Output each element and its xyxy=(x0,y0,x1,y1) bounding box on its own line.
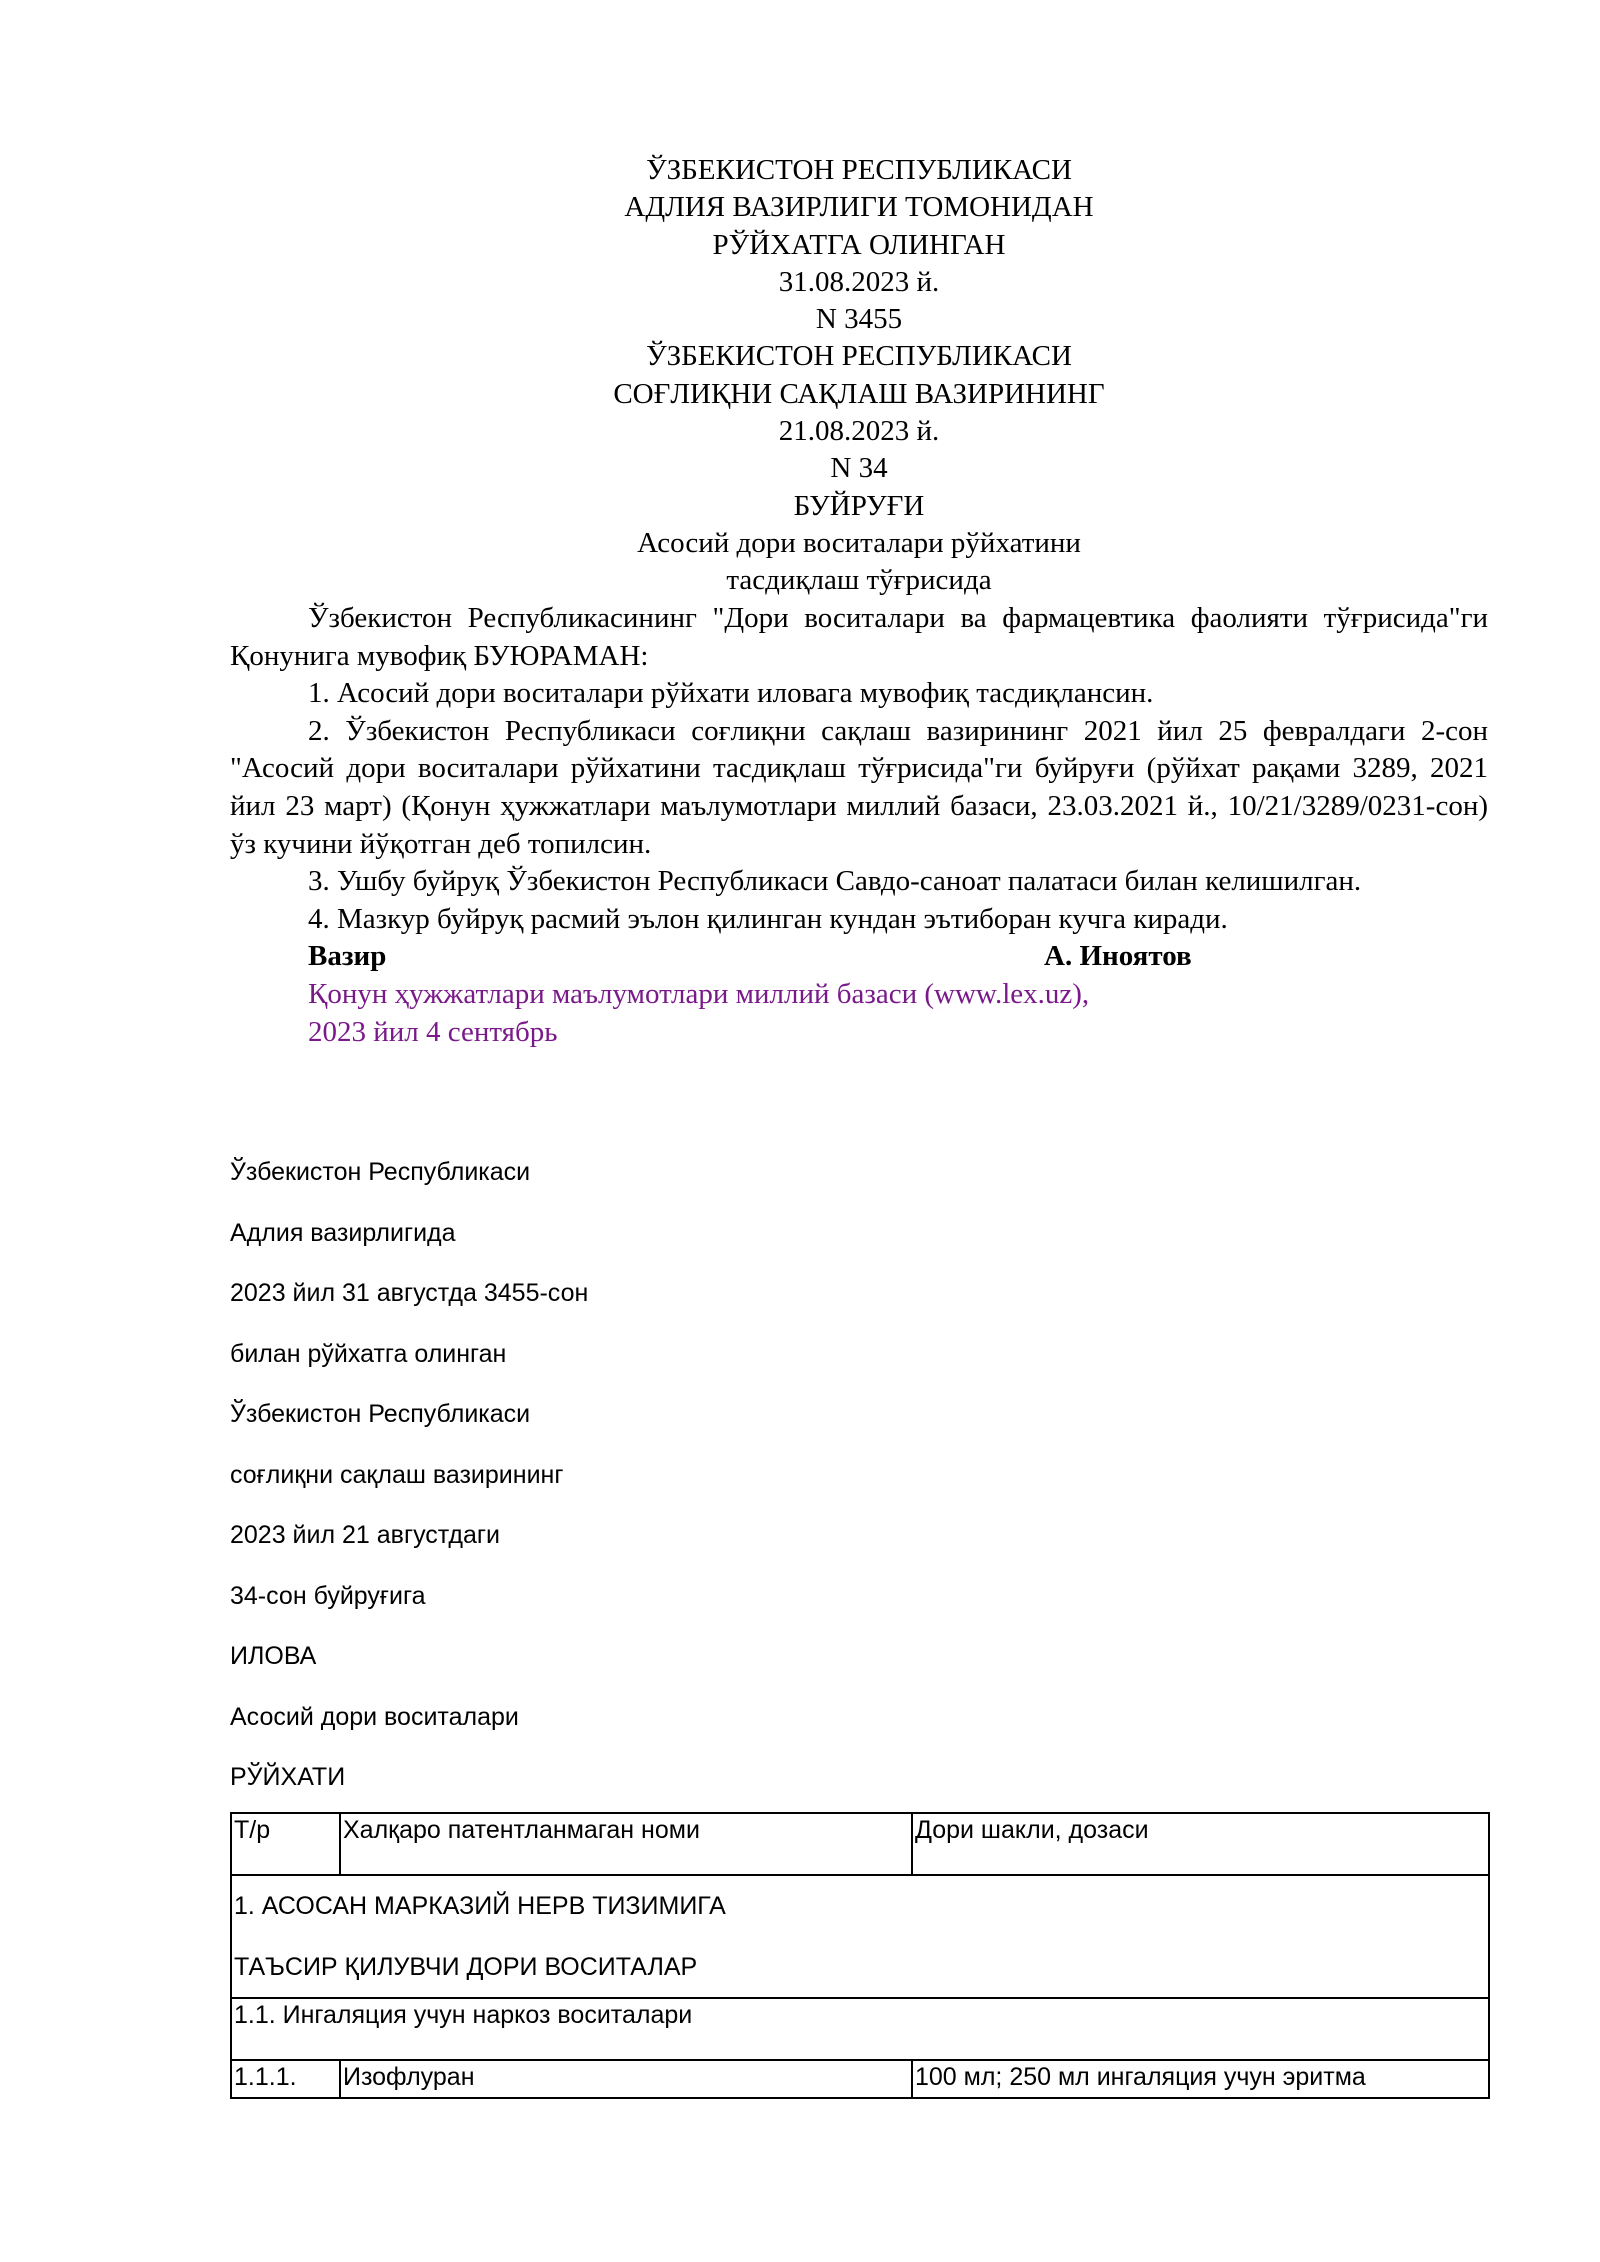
source-date[interactable]: 2023 йил 4 сентябрь xyxy=(308,1015,558,1048)
header-line: N 3455 xyxy=(815,303,903,336)
header-cell-number: Т/р xyxy=(231,1813,340,1875)
table-row xyxy=(231,2060,1489,2098)
header-line: 21.08.2023 й. xyxy=(778,415,940,448)
annex-block xyxy=(230,1142,1490,1808)
section-title-line: ТАЪСИР ҚИЛУВЧИ ДОРИ ВОСИТАЛАР xyxy=(234,1952,698,1981)
order-item-1: 1. Асосий дори воситалари рўйхати иловага мувофиқ тасдиқлансин. xyxy=(308,677,1154,710)
header-line: 31.08.2023 й. xyxy=(778,265,940,298)
order-item-3: 3. Ушбу буйруқ Ўзбекистон Республикаси Савдо-саноат палатаси билан келишилган. xyxy=(308,865,1362,898)
signature-block xyxy=(230,938,1488,976)
header-line: N 34 xyxy=(830,452,888,485)
header-line: СОҒЛИҚНИ САҚЛАШ ВАЗИРИНИНГ xyxy=(613,377,1105,410)
header-line: ЎЗБЕКИСТОН РЕСПУБЛИКАСИ xyxy=(646,154,1072,186)
order-body xyxy=(230,600,1488,1051)
section-title-line: 1. АСОСАН МАРКАЗИЙ НЕРВ ТИЗИМИГА xyxy=(234,1892,726,1920)
subsection-row xyxy=(231,1998,1489,2060)
annex-line: 34-сон буйруғига xyxy=(230,1581,426,1610)
annex-line: РЎЙХАТИ xyxy=(230,1763,346,1791)
medicines-table xyxy=(230,1812,1490,2099)
source-link[interactable]: Қонун ҳужжатлари маълумотлари миллий базаси (www.lex.uz), xyxy=(308,977,1090,1010)
annex-line: Ўзбекистон Республикаси xyxy=(230,1158,531,1186)
order-item-4: 4. Мазкур буйруқ расмий эълон қилинган кундан эътиборан кучга киради. xyxy=(308,902,1228,935)
section-row xyxy=(231,1875,1489,1998)
subsection-cell: 1.1. Ингаляция учун наркоз воситалари xyxy=(231,1998,1489,2060)
annex-line: 2023 йил 31 августда 3455-сон xyxy=(230,1279,589,1307)
section-cell xyxy=(231,1875,1489,1998)
row-form: 100 мл; 250 мл ингаляция учун эритма xyxy=(912,2060,1489,2098)
header-line: Асосий дори воситалари рўйхатини xyxy=(637,526,1081,559)
row-name: Изофлуран xyxy=(340,2060,912,2098)
annex-line: ИЛОВА xyxy=(230,1642,317,1670)
row-number: 1.1.1. xyxy=(231,2060,340,2098)
annex-line: Ўзбекистон Республикаси xyxy=(230,1400,531,1428)
preamble-paragraph: Ўзбекистон Республикасининг "Дори воситалари ва фармацевтика фаолияти тўғрисида"ги Қонунига мувофиқ БУЮРАМАН: xyxy=(230,602,1488,672)
annex-line: билан рўйхатга олинган xyxy=(230,1339,507,1368)
annex-line: Адлия вазирлигида xyxy=(230,1218,456,1247)
header-line: тасдиқлаш тўғрисида xyxy=(726,564,992,597)
header-cell-form: Дори шакли, дозаси xyxy=(912,1813,1489,1875)
annex-line: 2023 йил 21 августдаги xyxy=(230,1521,500,1549)
order-header xyxy=(230,152,1488,600)
header-line: ЎЗБЕКИСТОН РЕСПУБЛИКАСИ xyxy=(646,340,1072,373)
table-header-row xyxy=(231,1813,1489,1875)
annex-line: соғлиқни сақлаш вазирининг xyxy=(230,1460,564,1489)
signature-title: Вазир xyxy=(308,940,387,973)
annex-line: Асосий дори воситалари xyxy=(230,1702,519,1731)
header-cell-name: Халқаро патентланмаган номи xyxy=(340,1813,912,1875)
header-line: АДЛИЯ ВАЗИРЛИГИ ТОМОНИДАН xyxy=(624,191,1094,224)
header-line: БУЙРУҒИ xyxy=(793,489,925,522)
signature-name: А. Иноятов xyxy=(1044,940,1192,973)
order-item-2: 2. Ўзбекистон Республикаси соғлиқни сақлаш вазирининг 2021 йил 25 февралдаги 2-сон "Асосий дори воситалари рўйхатини тасдиқлаш тўғрисида"ги буйруғи (рўйхат рақами 3289, 2021 йил 23 март) (Қонун ҳужжатлари маълумотлари миллий базаси, 23.03.2021 й., 10/21/3289/0231-сон) ўз кучини йўқотган деб топилсин. xyxy=(230,714,1488,860)
header-line: РЎЙХАТГА ОЛИНГАН xyxy=(712,228,1006,261)
